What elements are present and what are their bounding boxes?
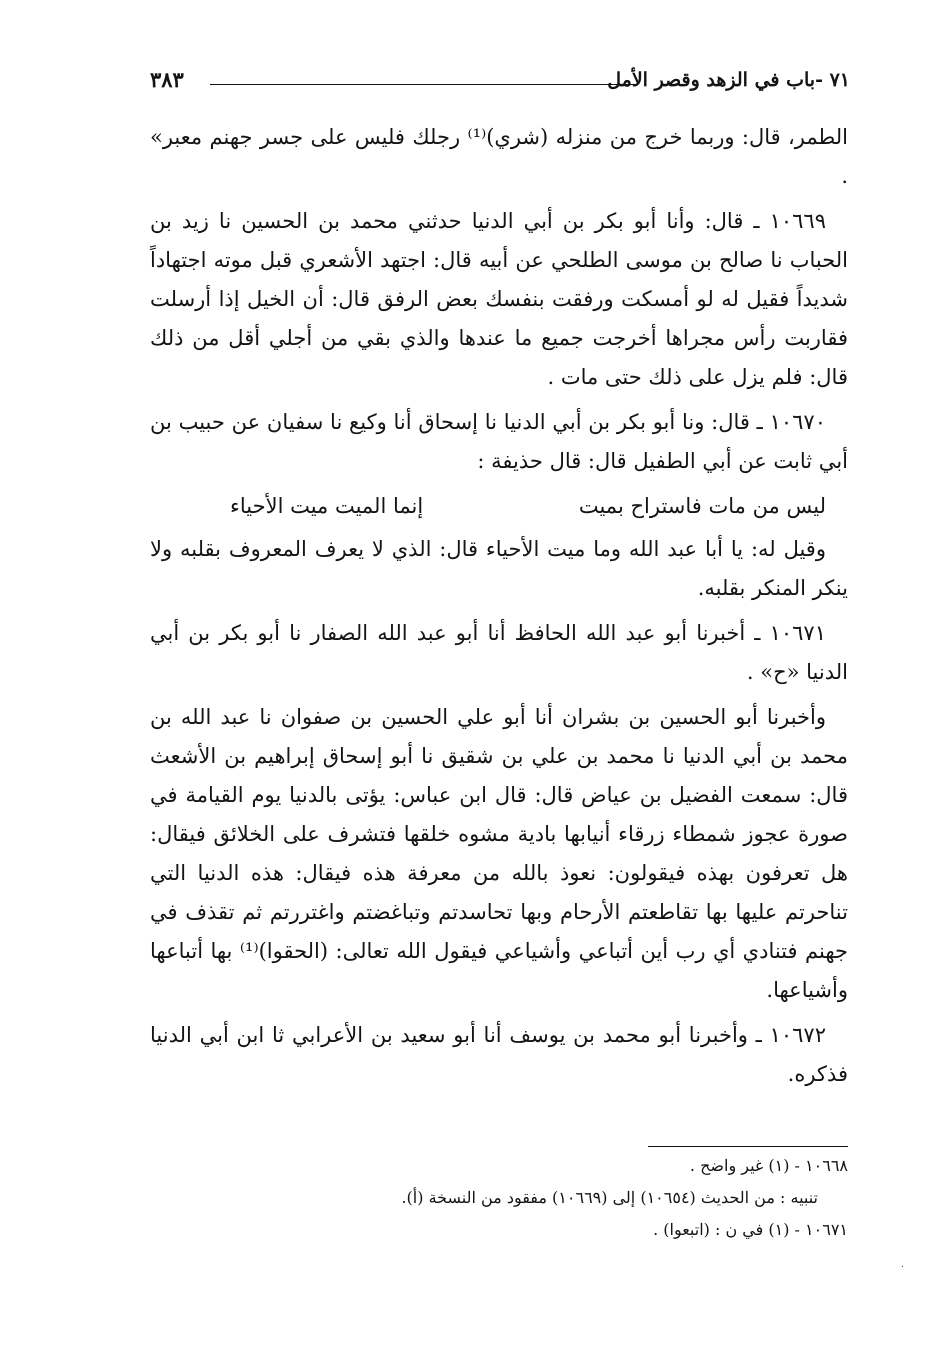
- verse-first-hemistich: ليس من مات فاستراح بميت: [578, 494, 826, 518]
- poetry-verse: [150, 487, 848, 526]
- header-rule: [210, 84, 635, 85]
- hadith-10671: ١٠٦٧١ ـ أخبرنا أبو عبد الله الحافظ أنا أبو عبد الله الصفار نا أبو بكر بن أبي الدنيا «ح» .: [150, 621, 848, 684]
- main-text: [150, 118, 848, 1100]
- verse-second-hemistich: إنما الميت ميت الأحياء: [230, 494, 424, 518]
- scan-speck: ·: [900, 1262, 904, 1273]
- footnotes: [150, 1150, 848, 1246]
- paragraph-explanation: وقيل له: يا أبا عبد الله وما ميت الأحياء قال: الذي لا يعرف المعروف بقلبه ولا ينكر المنكر بقلبه.: [150, 537, 848, 600]
- footnote-10668: ١٠٦٦٨ - (١) غير واضح .: [689, 1156, 848, 1175]
- hadith-10671-chain: وأخبرنا أبو الحسين بن بشران أنا أبو علي الحسين بن صفوان نا عبد الله بن محمد بن أبي الدنيا نا محمد بن علي بن شقيق نا أبو إسحاق إبراهيم بن الأشعث قال: سمعت الفضيل بن عياض قال: قال ابن عباس: يؤتى بالدنيا يوم القيامة في صورة عجوز شمطاء زرقاء أنيابها بادية مشوه خلقها فتشرف على الخلائق فيقال: هل تعرفون بهذه فيقولون: نعوذ بالله من معرفة هذه فيقال: هذه الدنيا التي تناحرتم عليها بها تقاطعتم الأرحام وبها تحاسدتم وتباغضتم واغتررتم ثم تقذف في جهنم فتنادي أي رب أين أتباعي وأشياعي فيقول الله تعالى: (الحقوا)⁽¹⁾ بها أتباعها وأشياعها.: [150, 705, 848, 1002]
- hadith-10670: ١٠٦٧٠ ـ قال: ونا أبو بكر بن أبي الدنيا نا إسحاق أنا وكيع نا سفيان عن حبيب بن أبي ثابت عن أبي الطفيل قال: قال حذيفة :: [150, 410, 848, 473]
- footnote-10671: ١٠٦٧١ - (١) في ن : (اتبعوا) .: [653, 1220, 848, 1239]
- running-header: [150, 60, 850, 100]
- page-number: ٣٨٣: [150, 67, 184, 92]
- footnote-rule: [648, 1146, 848, 1147]
- hadith-10672: ١٠٦٧٢ ـ وأخبرنا أبو محمد بن يوسف أنا أبو سعيد بن الأعرابي ثا ابن أبي الدنيا فذكره.: [150, 1023, 848, 1086]
- paragraph-continuation: الطمر، قال: وربما خرج من منزله (شري)⁽¹⁾ رجلك فليس على جسر جهنم معبر» .: [150, 125, 848, 188]
- hadith-10669: ١٠٦٦٩ ـ قال: وأنا أبو بكر بن أبي الدنيا حدثني محمد بن الحسين نا زيد بن الحباب نا صالح بن موسى الطلحي عن أبيه قال: اجتهد الأشعري قبل موته اجتهاداً شديداً فقيل له لو أمسكت ورفقت بنفسك بعض الرفق قال: أن الخيل إذا أرسلت فقاربت رأس مجراها أخرجت جميع ما عندها والذي بقي من أجلي أقل من ذلك قال: فلم يزل على ذلك حتى مات .: [150, 209, 848, 389]
- footnote-notice: تنبيه : من الحديث (١٠٦٥٤) إلى (١٠٦٦٩) مفقود من النسخة (أ).: [401, 1188, 818, 1207]
- chapter-title: ٧١ -باب في الزهد وقصر الأمل: [607, 69, 850, 91]
